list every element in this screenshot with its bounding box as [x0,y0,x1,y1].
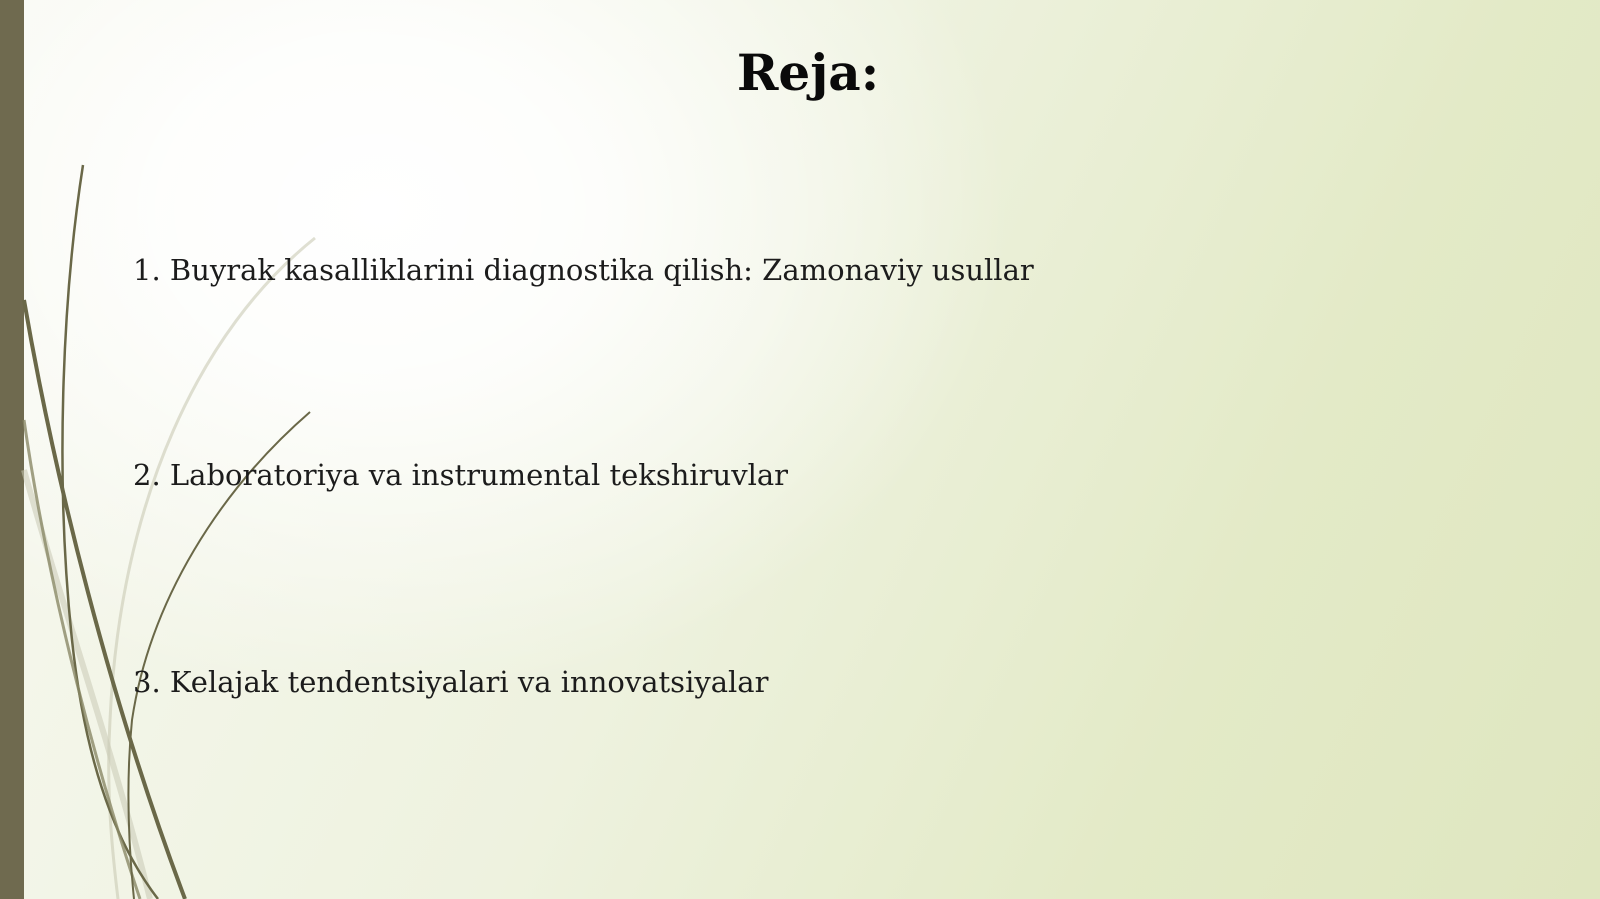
slide-title: Reja: [736,43,880,102]
plan-item-2 [133,455,788,495]
plan-item-1 [133,250,1034,290]
plan-item-number: 1. [133,253,161,287]
plan-item-text: Buyrak kasalliklarini diagnostika qilish: Zamonaviy usullar [169,253,1034,287]
grass-blades-graphic [0,0,400,899]
plan-item-number: 2. [133,458,161,492]
plan-item-3 [133,662,768,702]
plan-item-number: 3. [133,665,161,699]
plan-item-text: Laboratoriya va instrumental tekshiruvlar [169,458,789,492]
plan-item-text: Kelajak tendentsiyalari va innovatsiyalar [169,665,769,699]
